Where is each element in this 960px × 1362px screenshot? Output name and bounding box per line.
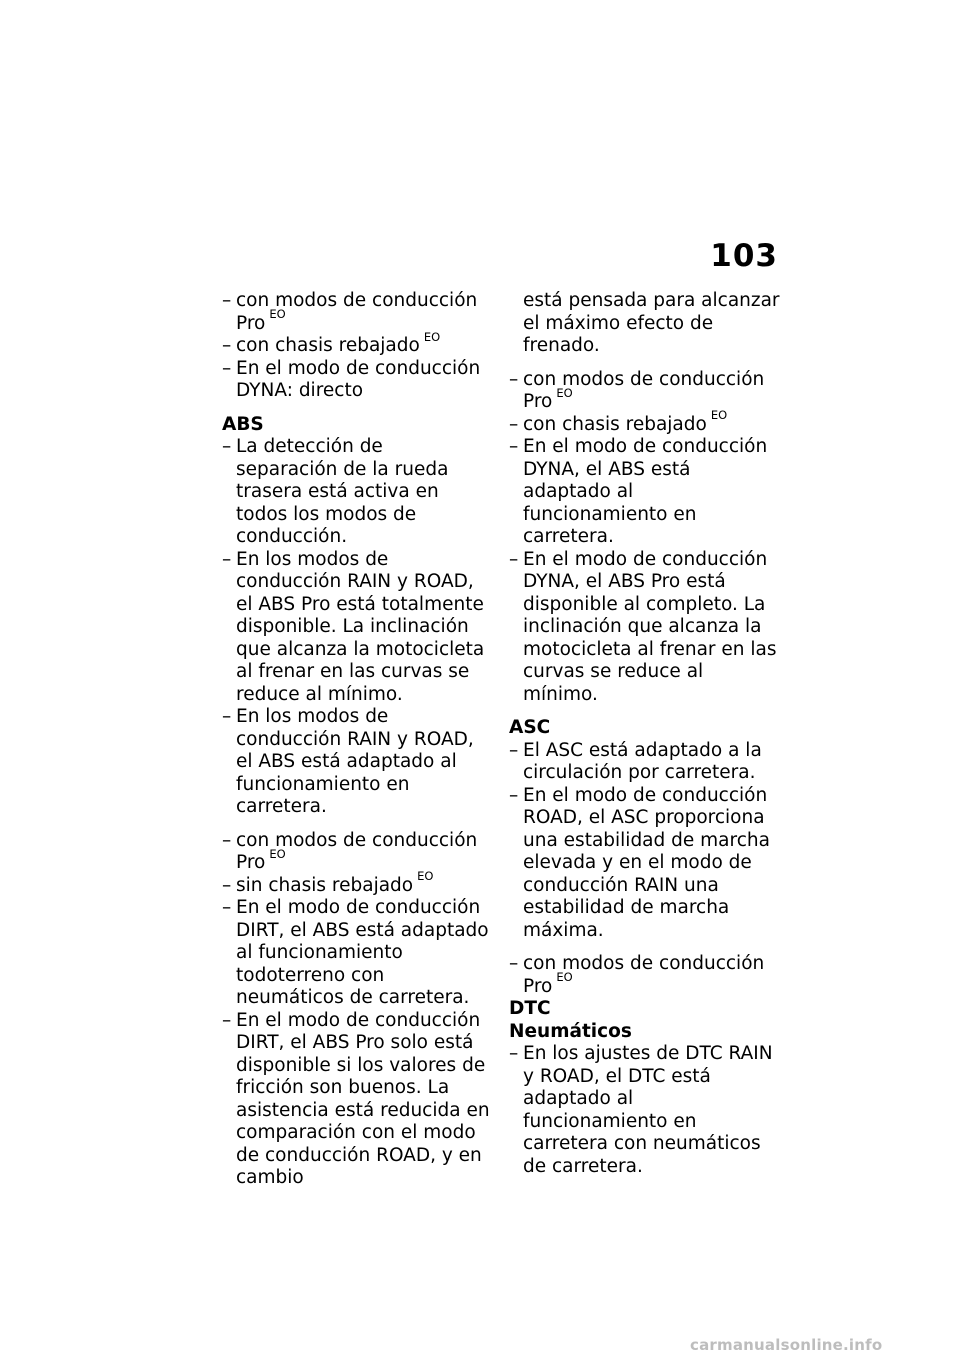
dash-bullet: – xyxy=(222,829,232,851)
list-item xyxy=(222,290,490,335)
spacer xyxy=(509,942,781,953)
list-item-label: con chasis rebajado xyxy=(236,335,420,356)
list-item xyxy=(509,740,781,785)
optional-equipment-mark: EO xyxy=(269,307,286,322)
list-item xyxy=(509,408,781,437)
optional-equipment-mark: EO xyxy=(269,846,286,861)
list-item xyxy=(222,1010,490,1190)
list-item xyxy=(222,358,490,403)
dash-bullet: – xyxy=(509,368,519,390)
list-item-text xyxy=(523,369,781,414)
list-item-label: En el modo de conducción DYNA, el ABS está adaptado al funcionamiento en carretera. xyxy=(523,436,768,547)
list-item-label: sin chasis rebajado xyxy=(236,874,414,896)
section-heading: ABS xyxy=(222,413,264,435)
section-heading: ASC xyxy=(509,717,551,738)
dash-bullet: – xyxy=(222,357,232,379)
list-item xyxy=(509,549,781,707)
spacer xyxy=(509,706,781,717)
list-item-label: El ASC está adaptado a la circulación por carretera. xyxy=(523,739,762,783)
list-item-label: con modos de conducción Pro xyxy=(523,953,765,997)
list-item-text xyxy=(236,706,490,819)
dash-bullet: – xyxy=(222,874,232,896)
list-item xyxy=(222,897,490,1010)
optional-equipment-mark: EO xyxy=(556,385,573,400)
list-item-label: con modos de conducción Pro xyxy=(236,290,478,334)
dash-bullet: – xyxy=(222,290,232,311)
dash-bullet: – xyxy=(222,897,232,918)
list-item-text xyxy=(236,869,490,898)
list-item xyxy=(509,953,781,998)
optional-equipment-mark: EO xyxy=(423,329,441,344)
dash-bullet: – xyxy=(509,413,519,435)
list-item xyxy=(222,549,490,707)
list-item-label: La detección de separación de la rueda trasera está activa en todos los modos de conducción. xyxy=(236,436,449,547)
list-item-text xyxy=(523,408,781,437)
dash-bullet: – xyxy=(222,706,232,727)
dash-bullet: – xyxy=(509,739,519,761)
dash-bullet: – xyxy=(509,784,519,806)
list-item-label: En el modo de conducción DYNA: directo xyxy=(236,357,481,401)
optional-equipment-mark: EO xyxy=(417,869,434,884)
dash-bullet: – xyxy=(222,335,232,356)
list-item-label: con modos de conducción Pro xyxy=(523,368,765,412)
list-item-text xyxy=(236,436,490,549)
list-item-text xyxy=(236,290,490,335)
list-item xyxy=(222,706,490,819)
list-item-text xyxy=(523,549,781,707)
spacer xyxy=(222,403,490,414)
list-item-text xyxy=(236,1010,490,1190)
list-item-label: En el modo de conducción DYNA, el ABS Pro está disponible al completo. La inclinación que alcanza la motocicleta al frenar en las curvas se reduce al mínimo. xyxy=(523,548,777,705)
list-item xyxy=(222,436,490,549)
dash-bullet: – xyxy=(509,1043,519,1064)
spacer xyxy=(222,819,490,830)
continued-text: está pensada para alcanzar el máximo efecto de frenado. xyxy=(523,290,780,356)
list-item-label: En el modo de conducción DIRT, el ABS Pro solo está disponible si los valores de fricción son buenos. La asistencia está reducida en comparación con el modo de conducción ROAD, y en cambio xyxy=(236,1009,490,1188)
optional-equipment-mark: EO xyxy=(556,970,573,985)
list-item-label: con chasis rebajado xyxy=(523,413,707,435)
list-item-label: En los ajustes de DTC RAIN y ROAD, el DTC está adaptado al funcionamiento en carretera con neumáticos de carretera. xyxy=(523,1043,773,1177)
dash-bullet: – xyxy=(509,548,519,570)
optional-equipment-mark: EO xyxy=(710,408,728,423)
list-item-text xyxy=(523,953,781,998)
list-item xyxy=(222,869,490,898)
list-item-label: En el modo de conducción ROAD, el ASC proporciona una estabilidad de marcha elevada y en el modo de conducción RAIN una estabilidad de marcha máxima. xyxy=(523,784,770,941)
list-item xyxy=(509,369,781,414)
dash-bullet: – xyxy=(509,436,519,457)
list-item-text xyxy=(523,1043,781,1178)
section-heading: DTC xyxy=(509,998,551,1019)
list-item-label: En el modo de conducción DIRT, el ABS está adaptado al funcionamiento todoterreno con neumáticos de carretera. xyxy=(236,897,489,1008)
list-item xyxy=(509,785,781,943)
list-item-text xyxy=(523,740,781,785)
list-item xyxy=(509,436,781,549)
list-item xyxy=(222,830,490,875)
list-item-text xyxy=(523,436,781,549)
right-column xyxy=(509,290,781,1178)
list-item-text xyxy=(236,358,490,403)
left-column xyxy=(222,290,490,1190)
dash-bullet: – xyxy=(222,436,232,457)
dash-bullet: – xyxy=(509,953,519,974)
dash-bullet: – xyxy=(222,548,232,570)
list-item xyxy=(222,329,490,358)
dash-bullet: – xyxy=(222,1009,232,1031)
list-item xyxy=(509,1043,781,1178)
page-number: 103 xyxy=(710,238,778,274)
list-item-text xyxy=(236,897,490,1010)
spacer xyxy=(509,358,781,369)
list-item-text xyxy=(236,830,490,875)
list-item-text xyxy=(523,785,781,943)
list-item-text xyxy=(236,549,490,707)
section-heading: Neumáticos xyxy=(509,1020,632,1042)
list-item-label: con modos de conducción Pro xyxy=(236,829,478,873)
list-item-label: En los modos de conducción RAIN y ROAD, el ABS está adaptado al funcionamiento en carretera. xyxy=(236,706,474,817)
list-item-text xyxy=(236,329,490,358)
list-item-label: En los modos de conducción RAIN y ROAD, el ABS Pro está totalmente disponible. La inclinación que alcanza la motocicleta al frenar en las curvas se reduce al mínimo. xyxy=(236,548,485,705)
watermark: carmanualsonline.info xyxy=(690,1336,883,1354)
